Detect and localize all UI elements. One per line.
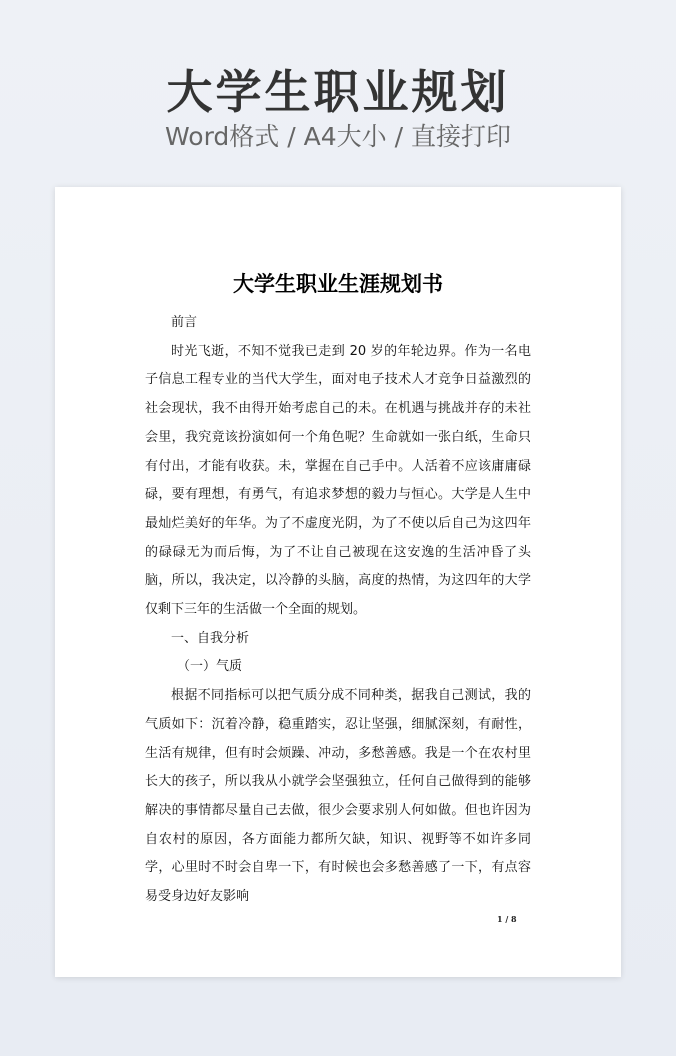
- banner-subtitle: Word格式 / A4大小 / 直接打印: [165, 122, 511, 151]
- section-heading: 一、自我分析: [171, 630, 250, 646]
- document-title: 大学生职业生涯规划书: [233, 272, 443, 296]
- preface-heading: 前言: [171, 315, 198, 330]
- document-page: [55, 187, 621, 977]
- preface-paragraph: 时光飞逝，不知不觉我已走到 20 岁的年轮边界。作为一名电子信息工程专业的当代大学生，面对电子技术人才竞争日益激烈的社会现状，我不由得开始考虑自己的未。在机遇与挑战并存的未社会里，我究竟该扮演如何一个角色呢？生命就如一张白纸，生命只有付出，才能有收获。未，掌握在自己手中。人活着不应该庸庸碌碌，要有理想，有勇气，有追求梦想的毅力与恒心。大学是人生中最灿烂美好的年华。为了不虚度光阴，为了不使以后自己为这四年的碌碌无为而后悔，为了不让自己被现在这安逸的生活冲昏了头脑，所以，我决定，以冷静的头脑，高度的热情，为这四年的大学仅剩下三年的生活做一个全面的规划。: [145, 343, 531, 618]
- subsection-paragraph: 根据不同指标可以把气质分成不同种类，据我自己测试，我的气质如下：沉着冷静，稳重踏实，忍让坚强，细腻深刻，有耐性，生活有规律，但有时会烦躁、冲动，多愁善感。我是一个在农村里长大的孩子，所以我从小就学会坚强独立，任何自己做得到的能够解决的事情都尽量自己去做，很少会要求别人何如做。但也许因为自农村的原因，各方面能力都所欠缺，知识、视野等不如许多同学，心里时不时会自卑一下，有时候也会多愁善感了一下，有点容易受身边好友影响: [145, 688, 531, 905]
- banner-title: 大学生职业规划: [166, 65, 510, 119]
- subsection-heading: （一）气质: [177, 659, 243, 675]
- banner-header: [0, 0, 676, 180]
- document-body: [145, 309, 531, 912]
- page-number: 1 / 8: [497, 914, 517, 924]
